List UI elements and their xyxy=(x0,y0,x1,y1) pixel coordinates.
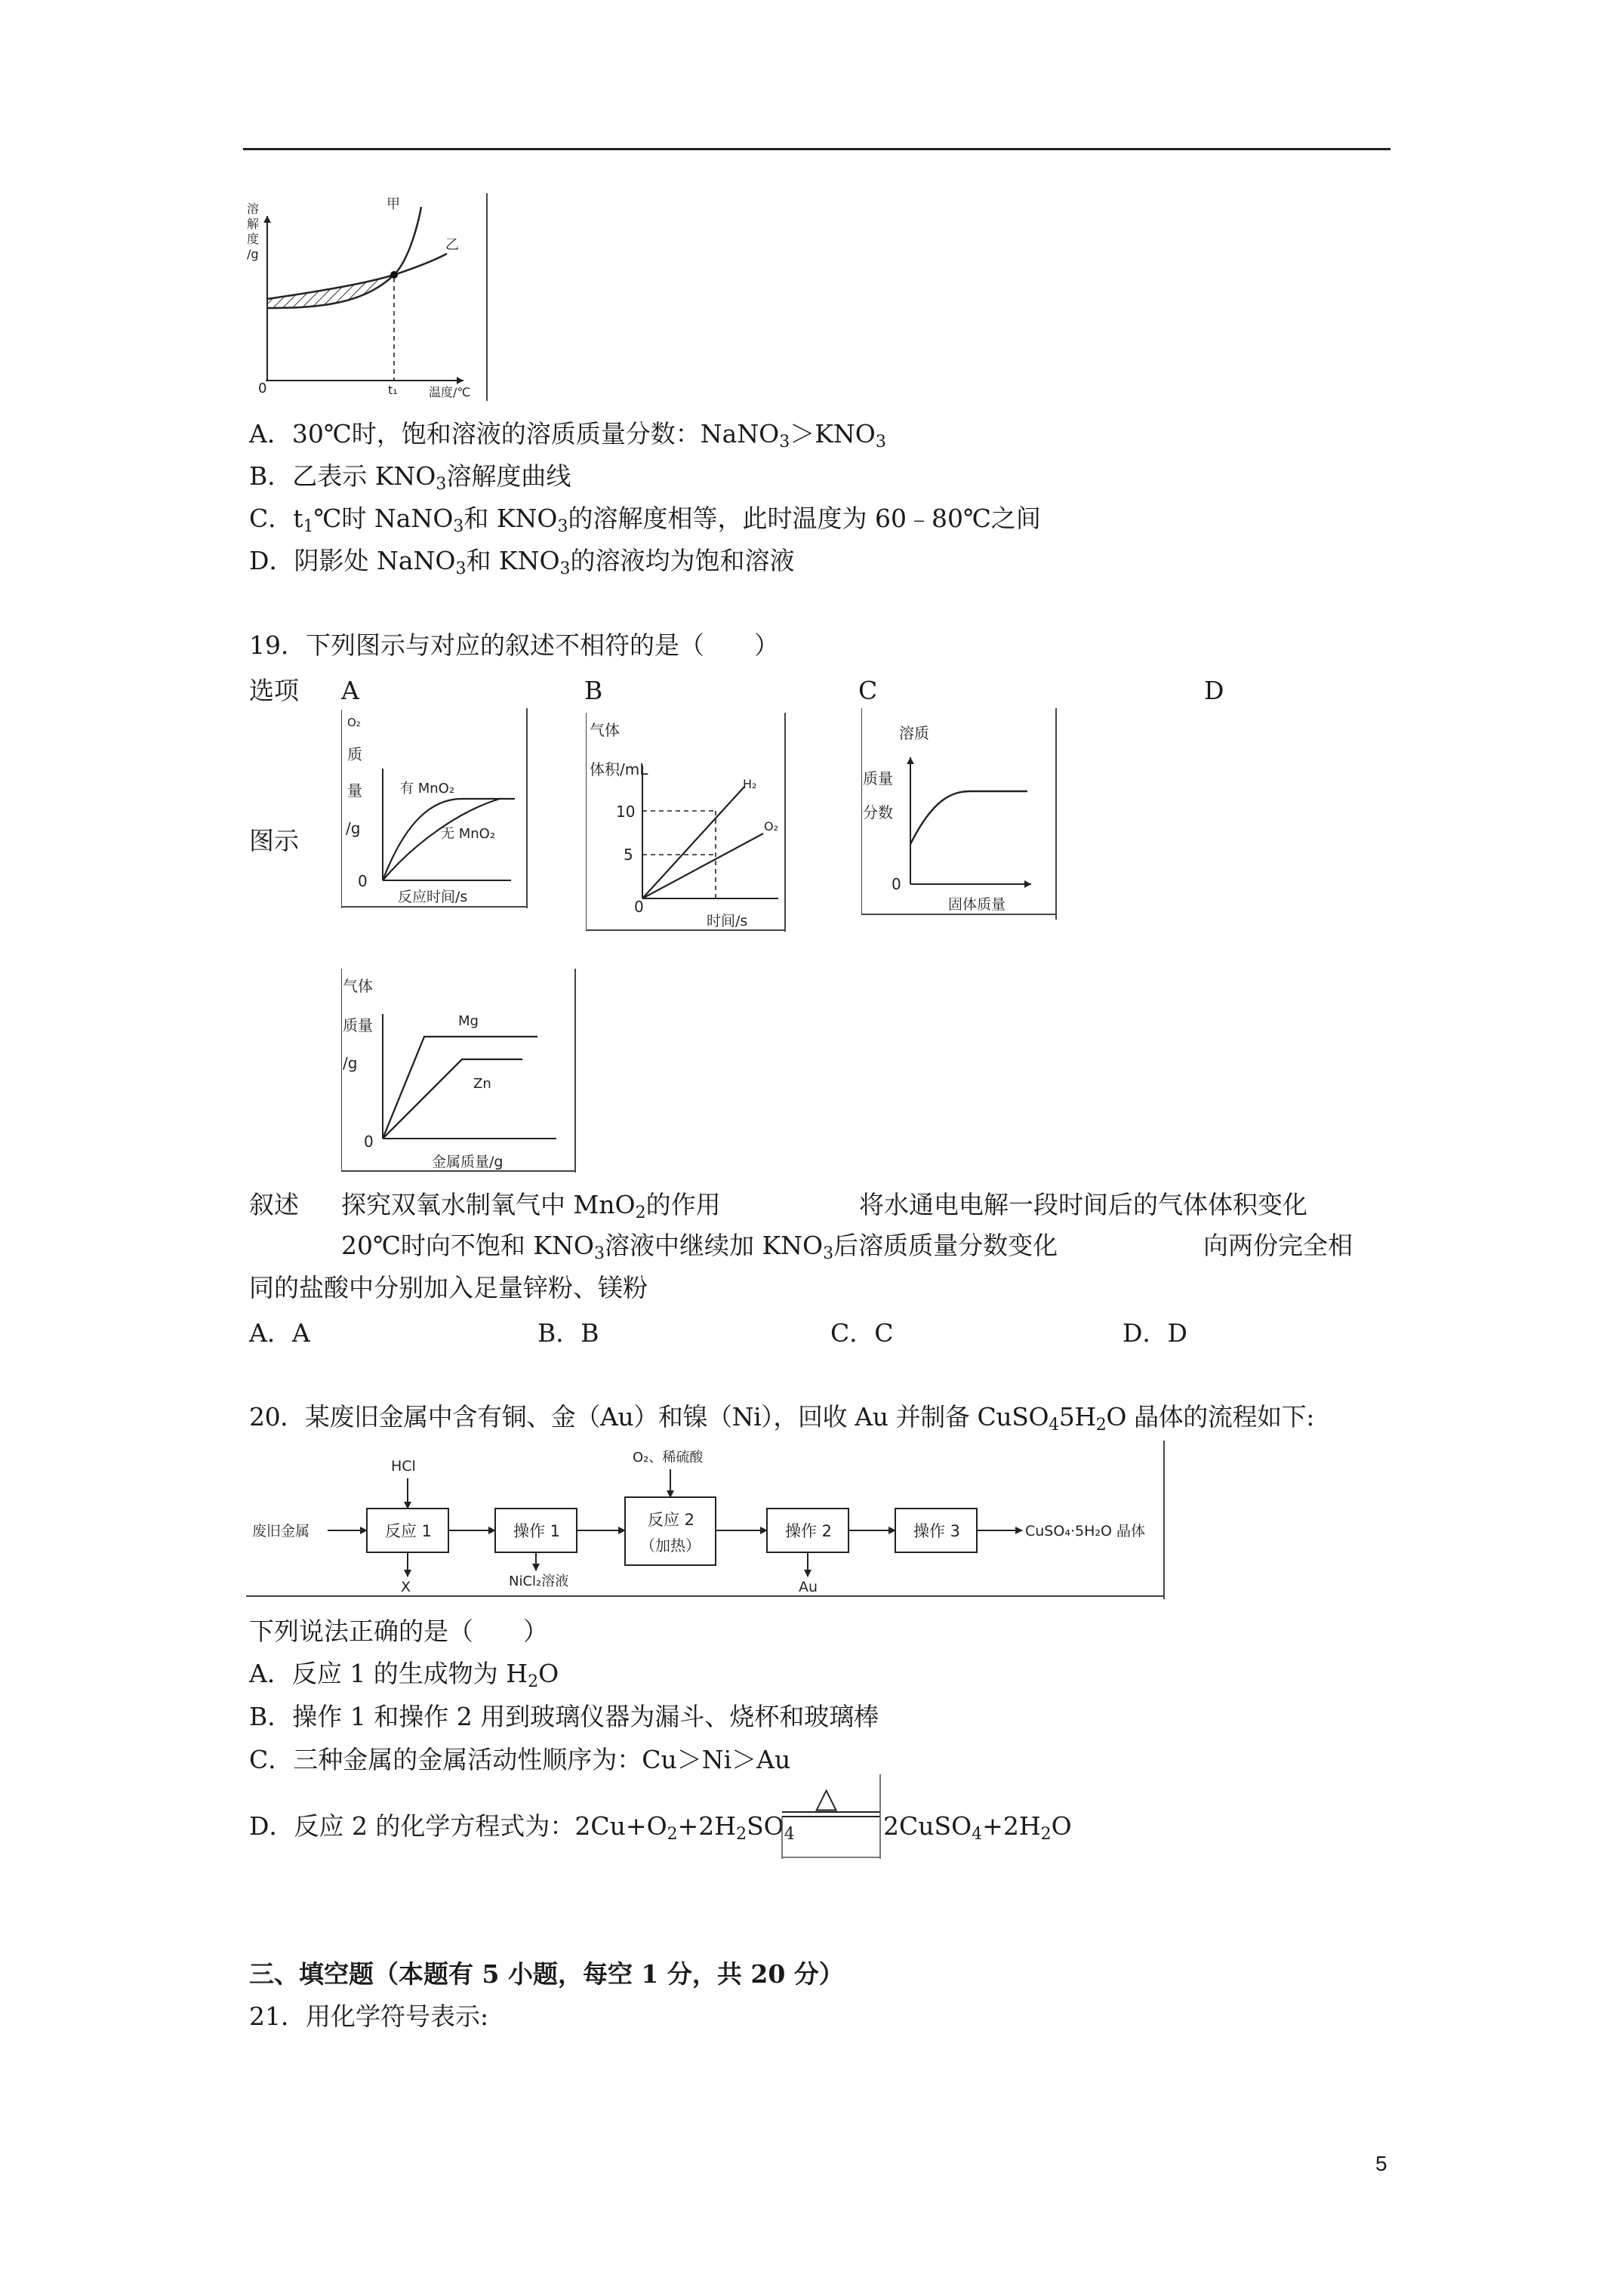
label-au: Au xyxy=(799,1579,818,1595)
y1: O₂ xyxy=(347,716,361,729)
q18-option-c[interactable]: C．$t_1℃$时 NaNO$_3$和 $KNO_3$的溶解度相等，此时温度为 60﹣80℃之间 xyxy=(249,504,1041,536)
q19-desc-d-1: 向两份完全相 xyxy=(1203,1231,1353,1260)
q18-option-b[interactable]: B．乙表示 $KNO_3$溶解度曲线 xyxy=(249,461,571,494)
q19-desc-c: 20℃时向不饱和 $KNO_3$溶液中继续加 $KNO_3$后溶质质量分数变化 xyxy=(341,1231,1058,1263)
x-label: 固体质量 xyxy=(948,896,1006,913)
page-number: 5 xyxy=(1375,2152,1387,2175)
tick-10: 10 xyxy=(616,803,636,821)
y4: /g xyxy=(346,819,361,837)
q19-opt-a-header: A xyxy=(341,676,359,705)
label-reaction-2: 反应 2 xyxy=(648,1511,695,1529)
heat-symbol: △ xyxy=(815,1781,838,1814)
t1-label: t₁ xyxy=(388,383,398,397)
curve2-label: 无 MnO₂ xyxy=(441,826,496,842)
y2: 质 xyxy=(347,745,362,763)
origin: 0 xyxy=(364,1133,374,1151)
y2: 体积/mL xyxy=(590,760,648,778)
origin: 0 xyxy=(358,872,368,890)
q20-option-d-product: $2CuSO_4+2H_2O$ xyxy=(883,1811,1072,1844)
y3: 分数 xyxy=(863,803,893,821)
label-jia: 甲 xyxy=(387,196,400,212)
curve xyxy=(910,791,1027,844)
y1: 气体 xyxy=(343,977,373,995)
section-3-heading: 三、填空题（本题有 5 小题，每空 1 分，共 20 分） xyxy=(249,1959,844,1989)
mg-label: Mg xyxy=(458,1013,479,1029)
o2-line xyxy=(642,834,763,898)
origin: 0 xyxy=(258,381,267,396)
zn-line xyxy=(383,1059,522,1139)
y3: /g xyxy=(343,1054,358,1072)
box-reaction-2 xyxy=(625,1497,716,1565)
q20-option-b[interactable]: B．操作 1 和操作 2 用到玻璃仪器为漏斗、烧杯和玻璃棒 xyxy=(249,1702,879,1731)
q19-desc-b: 将水通电电解一段时间后的气体体积变化 xyxy=(859,1190,1307,1219)
q20-stem: 20．某废旧金属中含有铜、金（Au）和镍（Ni），回收 Au 并制备 $CuSO_45H_2O$ 晶体的流程如下: xyxy=(249,1402,1314,1435)
q19-desc-a: 探究双氧水制氧气中 MnO$_2$的作用 xyxy=(341,1190,721,1222)
q18-option-d[interactable]: D．阴影处 NaNO$_3$和 $KNO_3$的溶液均为饱和溶液 xyxy=(249,546,795,578)
x-label: 温度/℃ xyxy=(429,385,471,399)
intersection-point xyxy=(390,271,398,279)
label-heating: （加热） xyxy=(640,1536,701,1555)
graph-d xyxy=(341,969,578,1173)
label-nicl2: NiCl₂溶液 xyxy=(509,1573,569,1589)
y3: 量 xyxy=(347,781,362,800)
header-rule xyxy=(243,148,1390,150)
q19-opt-d-header: D xyxy=(1204,676,1224,705)
mg-line xyxy=(383,1037,537,1139)
x-label: 时间/s xyxy=(707,913,748,929)
y-label-3: 度 xyxy=(247,232,260,246)
q19-row-figure: 图示 xyxy=(249,826,299,855)
q20-question: 下列说法正确的是（ ） xyxy=(249,1616,548,1646)
h2-line xyxy=(642,787,744,898)
label-operation-2: 操作 2 xyxy=(785,1522,833,1540)
zn-label: Zn xyxy=(473,1076,491,1092)
label-start: 废旧金属 xyxy=(252,1523,310,1539)
o2-label: O₂ xyxy=(764,819,779,834)
tick-5: 5 xyxy=(624,846,633,864)
y-label-1: 溶 xyxy=(247,202,260,216)
q19-stem: 19．下列图示与对应的叙述不相符的是（ ） xyxy=(249,630,779,660)
graph-c xyxy=(861,708,1059,920)
x-label: 反应时间/s xyxy=(398,889,468,905)
y2: 质量 xyxy=(863,769,893,787)
q20-option-d[interactable]: D．反应 2 的化学方程式为：$2Cu+O_2+2H_2SO_4$ xyxy=(249,1811,795,1844)
q19-desc-d-2: 同的盐酸中分别加入足量锌粉、镁粉 xyxy=(249,1273,648,1302)
h2-label: H₂ xyxy=(743,777,757,791)
graph-b xyxy=(586,713,788,932)
origin: 0 xyxy=(634,898,644,916)
label-hcl: HCl xyxy=(391,1458,416,1475)
curve1-label: 有 MnO₂ xyxy=(400,781,455,797)
q19-desc-label: 叙述 xyxy=(249,1190,299,1219)
y1: 溶质 xyxy=(899,724,929,742)
solubility-graph xyxy=(243,193,500,401)
q19-answer-a[interactable]: A．A xyxy=(249,1318,310,1348)
graph-a xyxy=(341,708,530,908)
reaction-condition-box xyxy=(778,1774,883,1859)
label-o2: O₂、稀硫酸 xyxy=(633,1450,704,1465)
q19-answer-d[interactable]: D．D xyxy=(1123,1318,1187,1348)
x-label: 金属质量/g xyxy=(432,1154,504,1170)
q21-stem: 21．用化学符号表示: xyxy=(249,2002,489,2031)
q18-option-a[interactable]: A．30℃时，饱和溶液的溶质质量分数：$NaNO_3>KNO_3$ xyxy=(249,419,886,451)
label-product: CuSO₄·5H₂O 晶体 xyxy=(1025,1523,1145,1539)
q20-option-c[interactable]: C．三种金属的金属活动性顺序为：Cu＞Ni＞Au xyxy=(249,1745,791,1774)
q20-option-a[interactable]: A．反应 1 的生成物为 $H_2O$ xyxy=(249,1659,559,1691)
q19-answer-b[interactable]: B．B xyxy=(537,1318,599,1348)
y-label-2: 解 xyxy=(247,217,260,231)
y-label-4: /g xyxy=(247,247,259,261)
label-yi: 乙 xyxy=(445,237,459,253)
q19-opt-b-header: B xyxy=(584,676,603,705)
q19-opt-c-header: C xyxy=(858,676,878,705)
q19-row-option: 选项 xyxy=(249,676,299,705)
q19-answer-c[interactable]: C．C xyxy=(830,1318,894,1348)
label-reaction-1: 反应 1 xyxy=(385,1522,433,1540)
label-operation-1: 操作 1 xyxy=(513,1522,561,1540)
process-flowchart xyxy=(246,1441,1167,1599)
y1: 气体 xyxy=(590,721,620,739)
y2: 质量 xyxy=(343,1016,373,1034)
label-x: X xyxy=(401,1579,411,1595)
origin: 0 xyxy=(892,875,901,893)
label-operation-3: 操作 3 xyxy=(913,1522,961,1540)
